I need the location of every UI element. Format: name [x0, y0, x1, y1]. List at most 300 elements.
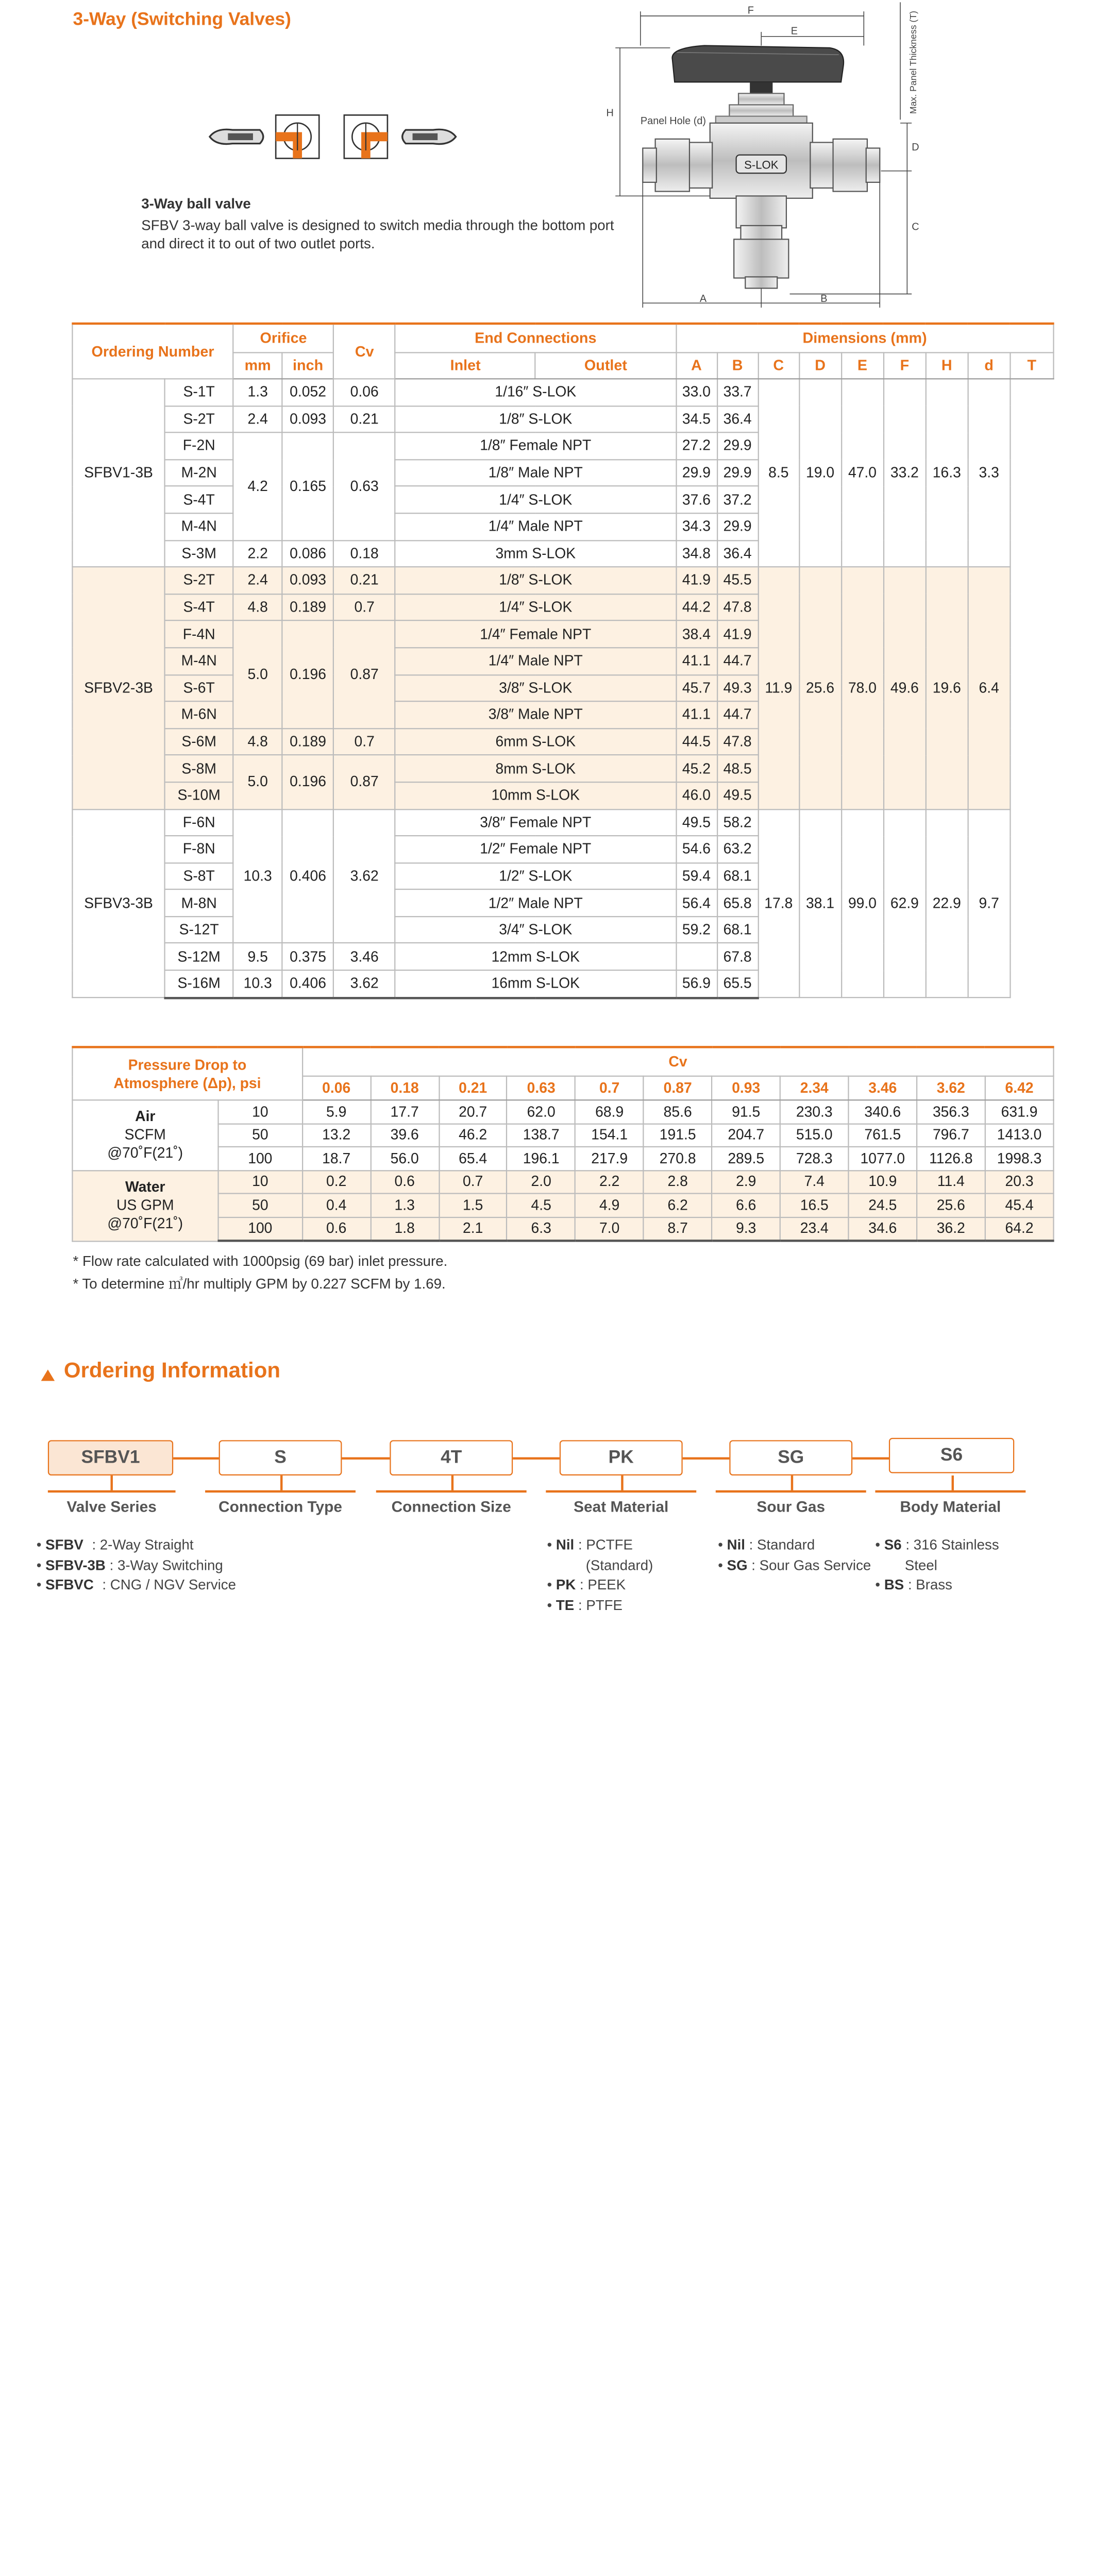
code-label: Connection Size	[391, 1498, 511, 1516]
dim-dd-cell: 16.3	[925, 379, 968, 567]
flow-row	[72, 1170, 1053, 1193]
dim-b-cell: 36.4	[717, 540, 758, 567]
dim-b-cell: 49.5	[717, 782, 758, 809]
flow-value-cell: 68.9	[575, 1100, 644, 1123]
pressure-cell: 50	[218, 1124, 302, 1147]
mm-cell: 1.3	[233, 379, 282, 405]
table-row	[72, 567, 1053, 594]
flow-value-cell: 2.2	[575, 1170, 644, 1193]
cv-cell: 0.63	[333, 433, 395, 540]
header-dim-d: D	[799, 352, 841, 379]
flow-value-cell: 91.5	[712, 1100, 780, 1123]
label-line: @70˚F(21˚)	[107, 1144, 183, 1162]
conn-cell: 1/4″ S-LOK	[395, 486, 676, 513]
dim-label-f: F	[747, 5, 754, 16]
cv-value-header: 0.7	[575, 1076, 644, 1100]
dim-f-cell: 78.0	[841, 567, 884, 809]
code-label: Connection Type	[218, 1498, 343, 1516]
conn-cell: 12mm S-LOK	[395, 943, 676, 970]
dim-a-cell: 59.2	[676, 917, 717, 943]
code-cell: S-8T	[165, 863, 233, 890]
cv-value-header: 0.06	[302, 1076, 370, 1100]
conn-cell: 8mm S-LOK	[395, 755, 676, 782]
flow-value-cell: 1077.0	[849, 1147, 917, 1170]
dim-dd-cell: 19.6	[925, 567, 968, 809]
dim-t-cell: 3.3	[968, 379, 1010, 567]
dim-a-cell: 29.9	[676, 460, 717, 486]
code-cell: F-8N	[165, 836, 233, 862]
inch-cell: 0.375	[282, 943, 334, 970]
conn-cell: 1/8″ S-LOK	[395, 567, 676, 594]
table-row	[72, 809, 1053, 836]
code-cell: S-12M	[165, 943, 233, 970]
flow-value-cell: 5.9	[302, 1100, 370, 1123]
dim-label-d: D	[912, 141, 919, 153]
mm-cell: 2.4	[233, 406, 282, 433]
note-line: * Flow rate calculated with 1000psig (69 bar) inlet pressure.	[73, 1253, 448, 1269]
note-line: * To determine ㎥/hr multiply GPM by 0.227 SCFM by 1.69.	[73, 1276, 446, 1292]
header-dim-e: E	[841, 352, 884, 379]
dim-e-cell: 38.1	[799, 809, 841, 997]
dim-b-cell: 37.2	[717, 486, 758, 513]
cv-cell: 0.87	[333, 621, 395, 728]
ordering-title: Ordering Information	[63, 1359, 281, 1383]
water-label-cell	[72, 1170, 218, 1241]
inch-cell: 0.093	[282, 567, 334, 594]
flow-value-cell: 217.9	[575, 1147, 644, 1170]
dim-h-cell: 33.2	[883, 379, 925, 567]
code-box-sg: SG	[729, 1440, 852, 1476]
code-cell: S-8M	[165, 755, 233, 782]
flow-value-cell: 0.7	[439, 1170, 507, 1193]
cv-cell: 0.18	[333, 540, 395, 567]
header-dimensions: Dimensions (mm)	[676, 324, 1054, 352]
dim-b-cell: 29.9	[717, 460, 758, 486]
handle-left-icon	[210, 129, 263, 144]
flow-value-cell: 289.5	[712, 1147, 780, 1170]
code-cell: M-2N	[165, 460, 233, 486]
pressure-cell: 100	[218, 1217, 302, 1241]
dim-label-h: H	[606, 107, 614, 119]
code-cell: S-6M	[165, 728, 233, 755]
code-cell: S-6T	[165, 674, 233, 701]
code-cell: M-6N	[165, 701, 233, 728]
dim-b-cell: 29.9	[717, 513, 758, 540]
flow-value-cell: 0.4	[302, 1194, 370, 1217]
dim-b-cell: 58.2	[717, 809, 758, 836]
code-underline	[205, 1490, 356, 1492]
flow-value-cell: 340.6	[849, 1100, 917, 1123]
flow-value-cell: 25.6	[917, 1194, 985, 1217]
dim-b-cell: 44.7	[717, 701, 758, 728]
flow-value-cell: 7.0	[575, 1217, 644, 1241]
code-cell: S-10M	[165, 782, 233, 809]
flow-value-cell: 10.9	[849, 1170, 917, 1193]
code-connector	[683, 1458, 730, 1459]
header-cv: Cv	[333, 324, 395, 379]
flow-row	[72, 1217, 1053, 1241]
flow-value-cell: 4.5	[507, 1194, 576, 1217]
sour-gas-options	[718, 1536, 871, 1575]
flow-value-cell: 18.7	[302, 1147, 370, 1170]
dim-b-cell: 65.5	[717, 970, 758, 997]
flow-value-cell: 2.9	[712, 1170, 780, 1193]
flow-value-cell: 24.5	[849, 1194, 917, 1217]
conn-cell: 1/4″ S-LOK	[395, 594, 676, 621]
flow-value-cell: 761.5	[849, 1124, 917, 1147]
dim-t-cell: 6.4	[968, 567, 1010, 809]
dim-t-cell: 9.7	[968, 809, 1010, 997]
handle-right-icon	[402, 129, 456, 144]
pressure-cell: 100	[218, 1147, 302, 1170]
conn-cell: 1/4″ Male NPT	[395, 648, 676, 674]
header-end-connections: End Connections	[395, 324, 676, 352]
flow-value-cell: 1126.8	[917, 1147, 985, 1170]
cv-cell: 0.7	[333, 728, 395, 755]
flow-row	[72, 1100, 1053, 1123]
flow-value-cell: 8.7	[644, 1217, 712, 1241]
flow-value-cell: 796.7	[917, 1124, 985, 1147]
code-label: Sour Gas	[756, 1498, 826, 1516]
cv-value-header: 0.18	[371, 1076, 439, 1100]
cv-value-header: 0.63	[507, 1076, 576, 1100]
flow-value-cell: 46.2	[439, 1124, 507, 1147]
body-options	[875, 1536, 999, 1596]
flow-row	[72, 1194, 1053, 1217]
flow-value-cell: 1998.3	[985, 1147, 1054, 1170]
conn-cell: 1/8″ S-LOK	[395, 406, 676, 433]
header-inlet: Inlet	[395, 352, 535, 379]
dim-a-cell: 41.9	[676, 567, 717, 594]
option-item: • BS : Brass	[875, 1577, 952, 1593]
dim-a-cell: 33.0	[676, 379, 717, 405]
header-dim-f: F	[883, 352, 925, 379]
flow-value-cell: 1.5	[439, 1194, 507, 1217]
flow-value-cell: 270.8	[644, 1147, 712, 1170]
code-connector	[852, 1458, 889, 1459]
flow-value-cell: 1.8	[371, 1217, 439, 1241]
flow-value-cell: 728.3	[780, 1147, 849, 1170]
code-cell: M-8N	[165, 890, 233, 917]
description-text: SFBV 3-way ball valve is designed to switch media through the bottom port and direct it to out of two outlet ports.	[141, 217, 614, 252]
flow-value-cell: 4.9	[575, 1194, 644, 1217]
dim-b-cell: 47.8	[717, 728, 758, 755]
flow-value-cell: 39.6	[371, 1124, 439, 1147]
header-orifice: Orifice	[233, 324, 334, 352]
flow-value-cell: 196.1	[507, 1147, 576, 1170]
header-dim-a: A	[676, 352, 717, 379]
conn-cell: 1/2″ Female NPT	[395, 836, 676, 862]
code-connector	[342, 1458, 390, 1459]
flow-value-cell: 0.6	[371, 1170, 439, 1193]
mm-cell: 4.2	[233, 433, 282, 540]
dim-a-cell: 44.5	[676, 728, 717, 755]
label-line: SCFM	[124, 1126, 166, 1143]
pressure-cell: 50	[218, 1194, 302, 1217]
code-cell: S-12T	[165, 917, 233, 943]
dim-a-cell: 41.1	[676, 648, 717, 674]
flow-value-cell: 6.6	[712, 1194, 780, 1217]
series-options	[37, 1536, 236, 1596]
dim-b-cell: 49.3	[717, 674, 758, 701]
option-item: • SFBVC : CNG / NGV Service	[36, 1577, 237, 1593]
dim-b-cell: 36.4	[717, 406, 758, 433]
dim-a-cell	[676, 943, 717, 970]
code-cell: F-4N	[165, 621, 233, 648]
code-cell: S-2T	[165, 406, 233, 433]
conn-cell: 1/16″ S-LOK	[395, 379, 676, 405]
mm-cell: 10.3	[233, 970, 282, 997]
option-item: (Standard)	[585, 1557, 653, 1573]
dim-a-cell: 49.5	[676, 809, 717, 836]
flow-table	[72, 1046, 1054, 1242]
dim-h-cell: 62.9	[883, 809, 925, 997]
dim-a-cell: 37.6	[676, 486, 717, 513]
flow-value-cell: 36.2	[917, 1217, 985, 1241]
flow-value-cell: 6.3	[507, 1217, 576, 1241]
flow-value-cell: 138.7	[507, 1124, 576, 1147]
flow-value-cell: 9.3	[712, 1217, 780, 1241]
seat-options	[547, 1536, 653, 1616]
code-underline	[716, 1490, 866, 1492]
flow-value-cell: 7.4	[780, 1170, 849, 1193]
dim-a-cell: 59.4	[676, 863, 717, 890]
conn-cell: 3/4″ S-LOK	[395, 917, 676, 943]
tool-icon	[39, 1365, 57, 1383]
conn-cell: 3/8″ S-LOK	[395, 674, 676, 701]
mm-cell: 5.0	[233, 755, 282, 809]
code-underline	[546, 1490, 696, 1492]
flow-value-cell: 11.4	[917, 1170, 985, 1193]
code-stem	[280, 1476, 282, 1490]
inch-cell: 0.189	[282, 594, 334, 621]
flow-value-cell: 230.3	[780, 1100, 849, 1123]
dim-b-cell: 33.7	[717, 379, 758, 405]
code-connector	[513, 1458, 560, 1459]
code-box-pk: PK	[560, 1440, 683, 1476]
series-cell: SFBV2-3B	[72, 567, 164, 809]
dim-b-cell: 41.9	[717, 621, 758, 648]
mm-cell: 2.2	[233, 540, 282, 567]
inch-cell: 0.196	[282, 755, 334, 809]
cv-cell: 3.62	[333, 809, 395, 943]
flow-value-cell: 631.9	[985, 1100, 1054, 1123]
dim-b-cell: 68.1	[717, 863, 758, 890]
label-line: Air	[135, 1108, 156, 1125]
position-two-icon	[344, 115, 388, 158]
code-stem	[791, 1476, 793, 1490]
inch-cell: 0.189	[282, 728, 334, 755]
dim-b-cell: 29.9	[717, 433, 758, 460]
conn-cell: 3mm S-LOK	[395, 540, 676, 567]
code-cell: M-4N	[165, 513, 233, 540]
flow-header-cv: Cv	[302, 1047, 1053, 1076]
code-stem	[952, 1476, 953, 1490]
flow-header-pressure	[72, 1047, 302, 1100]
conn-cell: 1/4″ Female NPT	[395, 621, 676, 648]
code-underline	[376, 1490, 527, 1492]
label-line: US GPM	[116, 1196, 174, 1214]
series-cell: SFBV3-3B	[72, 809, 164, 997]
option-item: • Nil : Standard	[718, 1537, 815, 1553]
inch-cell: 0.093	[282, 406, 334, 433]
code-cell: S-16M	[165, 970, 233, 997]
dim-b-cell: 48.5	[717, 755, 758, 782]
conn-cell: 1/2″ Male NPT	[395, 890, 676, 917]
option-item: • TE : PTFE	[547, 1597, 622, 1613]
cv-cell: 0.87	[333, 755, 395, 809]
code-label: Body Material	[900, 1498, 1001, 1516]
spec-table	[72, 323, 1054, 999]
cv-value-header: 3.46	[849, 1076, 917, 1100]
code-cell: F-2N	[165, 433, 233, 460]
flow-value-cell: 34.6	[849, 1217, 917, 1241]
series-cell: SFBV1-3B	[72, 379, 164, 567]
dim-a-cell: 56.9	[676, 970, 717, 997]
flow-header-line1: Pressure Drop to	[128, 1055, 247, 1073]
conn-cell: 10mm S-LOK	[395, 782, 676, 809]
mm-cell: 10.3	[233, 809, 282, 943]
inch-cell: 0.196	[282, 621, 334, 728]
valve-position-icons	[205, 112, 462, 166]
cv-cell: 0.21	[333, 406, 395, 433]
flow-value-cell: 17.7	[371, 1100, 439, 1123]
dim-a-cell: 44.2	[676, 594, 717, 621]
code-label: Seat Material	[574, 1498, 669, 1516]
option-item: • SFBV : 2-Way Straight	[36, 1537, 194, 1553]
dim-a-cell: 41.1	[676, 701, 717, 728]
flow-value-cell: 16.5	[780, 1194, 849, 1217]
cv-value-header: 0.21	[439, 1076, 507, 1100]
cv-value-header: 0.93	[712, 1076, 780, 1100]
dim-b-cell: 65.8	[717, 890, 758, 917]
header-outlet: Outlet	[535, 352, 676, 379]
flow-value-cell: 1.3	[371, 1194, 439, 1217]
flow-value-cell: 64.2	[985, 1217, 1054, 1241]
dim-a-cell: 38.4	[676, 621, 717, 648]
label-line: Water	[125, 1178, 165, 1195]
flow-value-cell: 0.6	[302, 1217, 370, 1241]
code-stem	[451, 1476, 453, 1490]
flow-value-cell: 191.5	[644, 1124, 712, 1147]
dim-d-cell: 17.8	[758, 809, 799, 997]
dim-a-cell: 45.7	[676, 674, 717, 701]
dim-dd-cell: 22.9	[925, 809, 968, 997]
dim-a-cell: 45.2	[676, 755, 717, 782]
flow-value-cell: 20.3	[985, 1170, 1054, 1193]
dim-f-cell: 99.0	[841, 809, 884, 997]
flow-value-cell: 2.0	[507, 1170, 576, 1193]
cv-value-header: 3.62	[917, 1076, 985, 1100]
code-cell: S-4T	[165, 594, 233, 621]
code-cell: S-3M	[165, 540, 233, 567]
flow-value-cell: 204.7	[712, 1124, 780, 1147]
flow-value-cell: 515.0	[780, 1124, 849, 1147]
code-cell: M-4N	[165, 648, 233, 674]
flow-value-cell: 2.8	[644, 1170, 712, 1193]
conn-cell: 1/8″ Male NPT	[395, 460, 676, 486]
dim-a-cell: 27.2	[676, 433, 717, 460]
dim-label-c: C	[912, 221, 919, 233]
flow-value-cell: 356.3	[917, 1100, 985, 1123]
option-item: • S6 : 316 Stainless	[875, 1537, 999, 1553]
pressure-cell: 10	[218, 1170, 302, 1193]
option-item: • PK : PEEK	[547, 1577, 626, 1593]
header-mm: mm	[233, 352, 282, 379]
code-underline	[48, 1490, 176, 1492]
flow-value-cell: 1413.0	[985, 1124, 1054, 1147]
flow-value-cell: 23.4	[780, 1217, 849, 1241]
header-dim-c: C	[758, 352, 799, 379]
header-dim-d-small: d	[968, 352, 1010, 379]
dim-b-cell: 67.8	[717, 943, 758, 970]
conn-cell: 6mm S-LOK	[395, 728, 676, 755]
conn-cell: 1/2″ S-LOK	[395, 863, 676, 890]
inch-cell: 0.052	[282, 379, 334, 405]
dim-a-cell: 34.5	[676, 406, 717, 433]
position-one-icon	[276, 115, 319, 158]
conn-cell: 16mm S-LOK	[395, 970, 676, 997]
code-cell: S-1T	[165, 379, 233, 405]
cv-cell: 0.7	[333, 594, 395, 621]
dim-b-cell: 44.7	[717, 648, 758, 674]
description-heading: 3-Way ball valve	[141, 196, 251, 212]
option-item: Steel	[904, 1557, 937, 1573]
cv-cell: 0.21	[333, 567, 395, 594]
conn-cell: 1/8″ Female NPT	[395, 433, 676, 460]
code-box-s6: S6	[889, 1438, 1014, 1473]
table-row	[72, 379, 1053, 405]
code-connector	[173, 1458, 218, 1459]
inch-cell: 0.406	[282, 970, 334, 997]
dim-a-cell: 56.4	[676, 890, 717, 917]
flow-value-cell: 0.2	[302, 1170, 370, 1193]
dim-a-cell: 34.8	[676, 540, 717, 567]
pressure-cell: 10	[218, 1100, 302, 1123]
flow-row	[72, 1124, 1053, 1147]
code-underline	[875, 1490, 1025, 1492]
option-item: • Nil : PCTFE	[547, 1537, 633, 1553]
option-item: • SG : Sour Gas Service	[718, 1557, 871, 1573]
conn-cell: 1/4″ Male NPT	[395, 513, 676, 540]
code-box-s: S	[219, 1440, 342, 1476]
conn-cell: 3/8″ Male NPT	[395, 701, 676, 728]
flow-value-cell: 6.2	[644, 1194, 712, 1217]
mm-cell: 4.8	[233, 594, 282, 621]
cv-value-header: 6.42	[985, 1076, 1054, 1100]
dim-d-cell: 8.5	[758, 379, 799, 567]
dim-b-cell: 45.5	[717, 567, 758, 594]
flow-value-cell: 62.0	[507, 1100, 576, 1123]
dim-label-b: B	[820, 293, 828, 305]
flow-value-cell: 154.1	[575, 1124, 644, 1147]
flow-value-cell: 85.6	[644, 1100, 712, 1123]
code-label: Valve Series	[66, 1498, 157, 1516]
flow-value-cell: 45.4	[985, 1194, 1054, 1217]
header-ordering-number: Ordering Number	[72, 324, 233, 379]
flow-value-cell: 56.0	[371, 1147, 439, 1170]
mm-cell: 9.5	[233, 943, 282, 970]
cv-cell: 0.06	[333, 379, 395, 405]
flow-value-cell: 2.1	[439, 1217, 507, 1241]
mm-cell: 2.4	[233, 567, 282, 594]
dim-f-cell: 47.0	[841, 379, 884, 567]
flow-value-cell: 20.7	[439, 1100, 507, 1123]
cv-cell: 3.46	[333, 943, 395, 970]
code-cell: S-2T	[165, 567, 233, 594]
flow-value-cell: 13.2	[302, 1124, 370, 1147]
dim-a-cell: 54.6	[676, 836, 717, 862]
